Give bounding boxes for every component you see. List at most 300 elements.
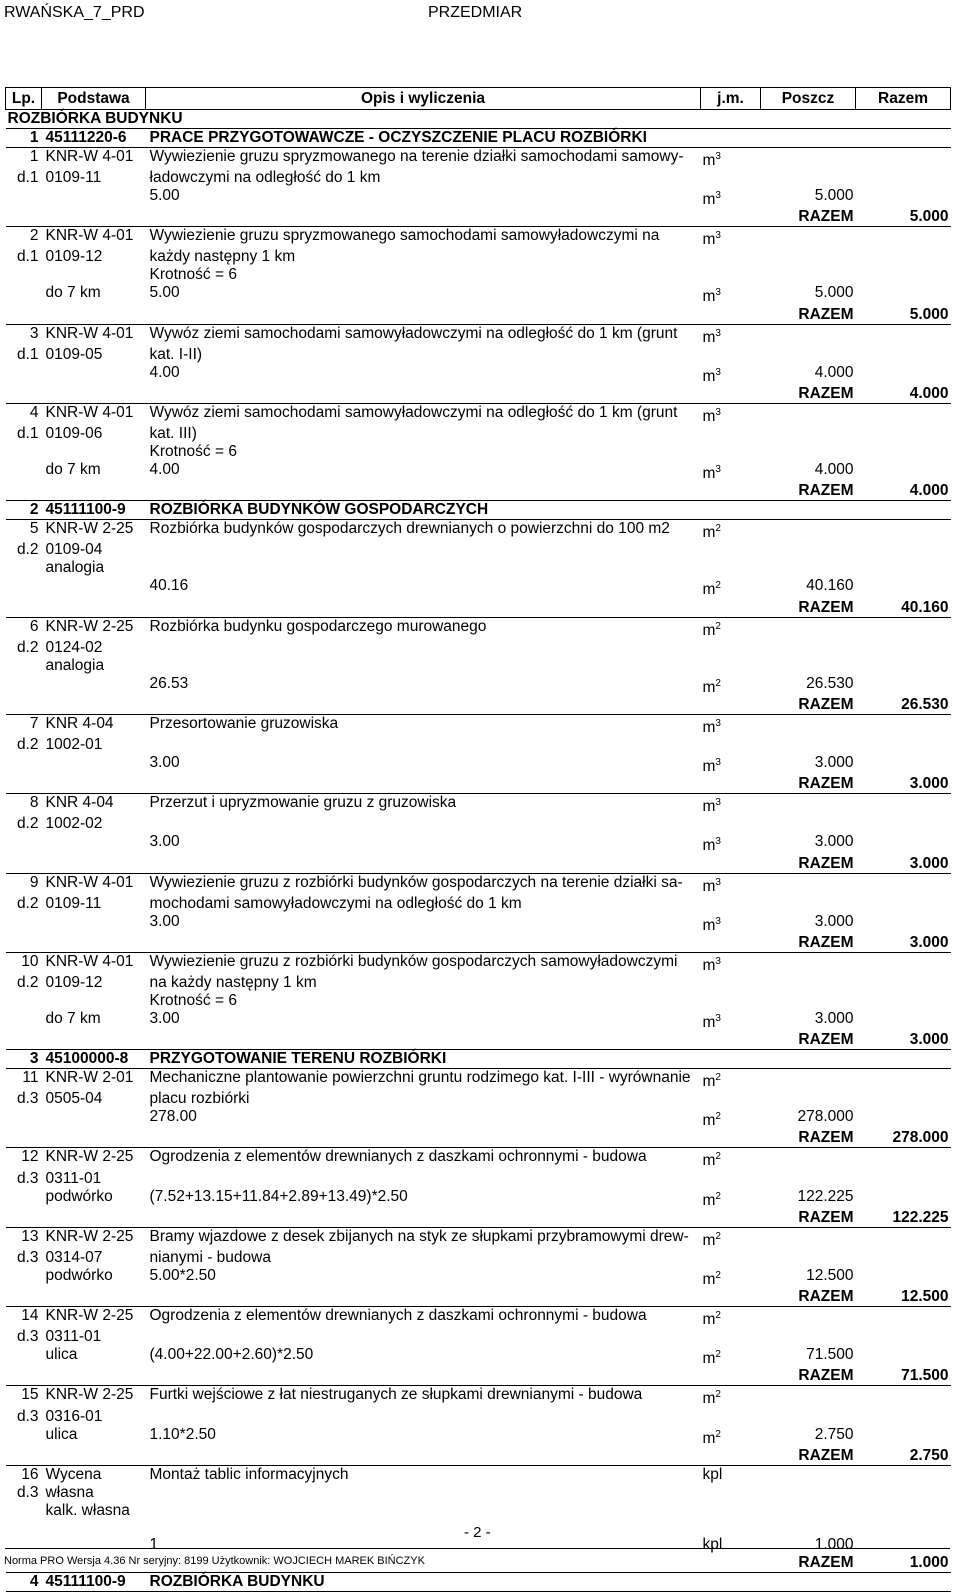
empty-cell (6, 1108, 42, 1129)
position-row (6, 1148, 951, 1170)
position-description-cont: każdy następny 1 km (149, 248, 296, 266)
position-unit: kpl (701, 1465, 761, 1484)
empty-cell (856, 520, 951, 542)
position-unit: $m^2$ (701, 520, 761, 542)
position-basis-code: 0505-04 (45, 1090, 103, 1108)
total-value: 122.225 (892, 1208, 949, 1226)
total-value: 3.000 (909, 775, 949, 793)
total-row (6, 1288, 951, 1307)
empty-cell (6, 913, 42, 934)
empty-cell (6, 696, 761, 715)
calculation-row (6, 1188, 951, 1209)
position-row-cont (6, 1484, 951, 1502)
multiplier-row (6, 443, 951, 461)
empty-cell (761, 324, 856, 346)
empty-cell (856, 1465, 951, 1484)
position-description: Wywiezienie gruzu z rozbiórki budynków gospodarczych samowyładowczymi (146, 952, 701, 974)
position-unit: $m^2$ (701, 617, 761, 639)
total-label: RAZEM (798, 695, 854, 713)
total-label: RAZEM (798, 598, 854, 616)
total-value: 2.750 (909, 1446, 949, 1464)
position-row-cont (6, 639, 951, 657)
position-row (6, 1227, 951, 1249)
empty-cell (761, 1465, 856, 1484)
col-jm: j.m. (701, 88, 761, 110)
empty-cell (856, 1010, 951, 1031)
position-basis: KNR-W 2-25 (42, 1307, 146, 1329)
empty-cell (146, 1502, 951, 1520)
empty-cell (761, 403, 856, 425)
group-code: 45111100-9 (42, 501, 146, 520)
multiplier-row (6, 266, 951, 284)
calculation-row (6, 833, 951, 854)
position-basis-code: 0316-01 (45, 1407, 103, 1425)
calculation-unit: $m^2$ (702, 677, 721, 696)
empty-cell (856, 1267, 951, 1288)
basis-note: ulica (45, 1346, 78, 1364)
calculation-row (6, 364, 951, 385)
total-row (6, 306, 951, 325)
total-row (6, 1367, 951, 1386)
position-basis-code: 0109-12 (45, 248, 103, 266)
position-basis-code: 0314-07 (45, 1248, 103, 1266)
calculation-formula: 4.00 (149, 461, 180, 479)
position-chapter: d.3 (16, 1328, 39, 1346)
calculation-unit: $m^3$ (702, 366, 721, 385)
empty-cell (856, 794, 951, 816)
position-description-cont: kat. I-II) (149, 345, 203, 363)
footer-info: Norma PRO Wersja 4.36 Nr seryjny: 8199 Użytkownik: WOJCIECH MAREK BIŃCZYK (4, 1555, 425, 1567)
partial-quantity: 12.500 (806, 1266, 854, 1284)
empty-cell (856, 1307, 951, 1329)
note-row (6, 657, 951, 675)
position-chapter: d.3 (16, 1407, 39, 1425)
calculation-row (6, 187, 951, 208)
position-row (6, 873, 951, 895)
calculation-formula: 26.53 (149, 674, 189, 692)
partial-quantity: 3.000 (814, 833, 854, 851)
empty-cell (856, 1227, 951, 1249)
position-basis-code: 1002-01 (45, 736, 103, 754)
empty-cell (856, 952, 951, 974)
group-number: 4 (6, 1572, 42, 1591)
position-basis: KNR-W 2-01 (42, 1069, 146, 1091)
col-podstawa: Podstawa (42, 88, 146, 110)
position-basis-code: 0311-01 (45, 1169, 102, 1187)
total-label: RAZEM (798, 305, 854, 323)
empty-cell (146, 639, 951, 657)
position-row-cont (6, 346, 951, 364)
col-poszcz: Poszcz (761, 88, 856, 110)
total-row (6, 208, 951, 227)
calculation-formula: 5.00 (149, 284, 180, 302)
calculation-row (6, 754, 951, 775)
empty-cell (6, 1010, 42, 1031)
position-basis: KNR-W 4-01 (42, 952, 146, 974)
calculation-formula: 1 (149, 1535, 159, 1553)
empty-cell (856, 873, 951, 895)
empty-cell (6, 1209, 761, 1228)
group-number: 3 (6, 1050, 42, 1069)
position-description: Przerzut i upryzmowanie gruzu z gruzowiska (146, 794, 701, 816)
empty-cell (6, 855, 761, 874)
position-basis: KNR-W 2-25 (42, 1227, 146, 1249)
note-row (6, 1502, 951, 1520)
total-value: 40.160 (901, 598, 949, 616)
position-basis-code: własna (45, 1483, 94, 1501)
empty-cell (6, 1367, 761, 1386)
empty-cell (146, 1170, 951, 1188)
empty-cell (6, 187, 42, 208)
total-row (6, 482, 951, 501)
position-description: Bramy wjazdowe z desek zbijanych na styk ze słupkami przybramowymi drew- (146, 1227, 701, 1249)
note-row (6, 559, 951, 577)
position-row-cont (6, 1090, 951, 1108)
position-row-cont (6, 1408, 951, 1426)
empty-cell (6, 577, 42, 598)
header-title: PRZEDMIAR (428, 4, 523, 21)
empty-cell (146, 657, 951, 675)
position-row (6, 324, 951, 346)
total-label: RAZEM (798, 1446, 854, 1464)
total-value: 4.000 (909, 384, 949, 402)
empty-cell (6, 657, 42, 675)
empty-cell (42, 443, 146, 461)
empty-cell (6, 208, 761, 227)
position-row (6, 952, 951, 974)
position-basis-code: 0109-04 (45, 541, 103, 559)
calculation-unit: $m^2$ (702, 1111, 721, 1130)
position-unit: $m^3$ (701, 714, 761, 736)
empty-cell (856, 148, 951, 170)
empty-cell (6, 443, 42, 461)
empty-cell (856, 1148, 951, 1170)
position-chapter: d.1 (16, 248, 39, 266)
partial-quantity: 278.000 (797, 1108, 854, 1126)
position-chapter: d.2 (16, 736, 39, 754)
position-unit: $m^2$ (701, 1148, 761, 1170)
calculation-unit: $m^3$ (702, 190, 721, 209)
total-label: RAZEM (798, 482, 854, 500)
group-title: PRZYGOTOWANIE TERENU ROZBIÓRKI (146, 1050, 951, 1069)
empty-cell (6, 1267, 42, 1288)
empty-cell (6, 599, 761, 618)
empty-cell (6, 675, 42, 696)
empty-cell (761, 1069, 856, 1091)
position-row-cont (6, 1249, 951, 1267)
empty-cell (6, 754, 42, 775)
calculation-row (6, 675, 951, 696)
calculation-formula: 4.00 (149, 363, 180, 381)
empty-cell (6, 1502, 42, 1520)
basis-note: do 7 km (45, 284, 101, 302)
empty-cell (856, 1188, 951, 1209)
group-row (6, 1572, 951, 1591)
empty-cell (42, 266, 146, 284)
position-description: Ogrodzenia z elementów drewnianych z daszkami ochronnymi - budowa (146, 1307, 701, 1329)
partial-quantity: 3.000 (814, 1009, 854, 1027)
group-title: ROZBIÓRKA BUDYNKÓW GOSPODARCZYCH (146, 501, 951, 520)
position-description: Wywiezienie gruzu spryzmowanego samochodami samowyładowczymi na (146, 227, 701, 249)
empty-cell (856, 754, 951, 775)
basis-note: ulica (45, 1425, 78, 1443)
position-basis: KNR 4-04 (42, 794, 146, 816)
position-row-cont (6, 974, 951, 992)
position-description: Ogrodzenia z elementów drewnianych z daszkami ochronnymi - budowa (146, 1148, 701, 1170)
position-row (6, 714, 951, 736)
empty-cell (856, 227, 951, 249)
position-row (6, 520, 951, 542)
calculation-unit: $m^3$ (702, 464, 721, 483)
section-label: ROZBIÓRKA BUDYNKU (7, 110, 183, 127)
empty-cell (761, 873, 856, 895)
position-basis: KNR 4-04 (42, 714, 146, 736)
calculation-row (6, 1346, 951, 1367)
total-row (6, 1129, 951, 1148)
position-row-cont (6, 895, 951, 913)
position-basis-code: 1002-02 (45, 815, 103, 833)
position-description: Montaż tablic informacyjnych (146, 1465, 701, 1484)
total-row (6, 1031, 951, 1050)
position-unit: $m^3$ (701, 227, 761, 249)
total-value: 3.000 (909, 1031, 949, 1049)
total-row (6, 599, 951, 618)
position-description: Wywiezienie gruzu spryzmowanego na terenie działki samochodami samowy- (146, 148, 701, 170)
total-value: 12.500 (901, 1288, 949, 1306)
calculation-unit: $m^3$ (702, 1012, 721, 1032)
empty-cell (146, 1328, 951, 1346)
position-number: 1 (6, 148, 42, 170)
empty-cell (856, 675, 951, 696)
position-row (6, 794, 951, 816)
empty-cell (6, 775, 761, 794)
position-unit: $m^2$ (701, 1307, 761, 1329)
header-project: RWAŃSKA_7_PRD (4, 4, 145, 21)
position-description: Rozbiórka budynku gospodarczego murowanego (146, 617, 701, 639)
empty-cell (761, 1307, 856, 1329)
empty-cell (761, 148, 856, 170)
empty-cell (761, 227, 856, 249)
calculation-formula: 5.00*2.50 (149, 1266, 216, 1284)
position-number: 3 (6, 324, 42, 346)
table-header (6, 88, 951, 110)
col-opis: Opis i wyliczenia (146, 88, 701, 110)
position-description: Wywóz ziemi samochodami samowyładowczymi na odległość do 1 km (grunt (146, 403, 701, 425)
empty-cell (856, 284, 951, 305)
group-title: ROZBIÓRKA BUDYNKU (146, 1572, 951, 1591)
empty-cell (6, 1188, 42, 1209)
partial-quantity: 71.500 (806, 1346, 854, 1364)
position-chapter: d.2 (16, 894, 39, 912)
position-description-cont: na każdy następny 1 km (149, 973, 317, 991)
total-label: RAZEM (798, 1031, 854, 1049)
calculation-formula: (7.52+13.15+11.84+2.89+13.49)*2.50 (149, 1187, 408, 1205)
total-label: RAZEM (798, 1208, 854, 1226)
empty-cell (856, 187, 951, 208)
total-value: 278.000 (892, 1129, 949, 1147)
position-row-cont (6, 815, 951, 833)
calculation-row (6, 461, 951, 482)
total-value: 4.000 (909, 482, 949, 500)
empty-cell (42, 364, 146, 385)
calculation-row (6, 1108, 951, 1129)
empty-cell (6, 266, 42, 284)
empty-cell (42, 577, 146, 598)
empty-cell (6, 364, 42, 385)
empty-cell (856, 324, 951, 346)
empty-cell (42, 992, 146, 1010)
multiplier-note: Krotność = 6 (149, 266, 237, 284)
calculation-unit: kpl (702, 1535, 723, 1553)
basis-note: podwórko (45, 1187, 113, 1205)
empty-cell (761, 1148, 856, 1170)
group-code: 45111100-9 (42, 1572, 146, 1591)
position-row (6, 403, 951, 425)
calculation-row (6, 577, 951, 598)
total-label: RAZEM (798, 775, 854, 793)
calculation-unit: $m^3$ (702, 836, 721, 855)
empty-cell (6, 1426, 42, 1447)
total-row (6, 775, 951, 794)
partial-quantity: 3.000 (814, 912, 854, 930)
position-row-cont (6, 736, 951, 754)
calculation-formula: (4.00+22.00+2.60)*2.50 (149, 1346, 314, 1364)
empty-cell (6, 992, 42, 1010)
total-label: RAZEM (798, 384, 854, 402)
calculation-formula: 3.00 (149, 833, 180, 851)
position-basis-code: 0124-02 (45, 638, 103, 656)
calculation-row (6, 913, 951, 934)
group-title: PRACE PRZYGOTOWAWCZE - OCZYSZCZENIE PLACU ROZBIÓRKI (146, 129, 951, 148)
position-unit: $m^2$ (701, 1386, 761, 1408)
calculation-formula: 3.00 (149, 912, 180, 930)
total-label: RAZEM (798, 1129, 854, 1147)
total-value: 5.000 (909, 208, 949, 226)
total-label: RAZEM (798, 1367, 854, 1385)
position-basis-code: 0109-05 (45, 345, 103, 363)
calculation-row (6, 284, 951, 305)
position-row (6, 148, 951, 170)
group-number: 1 (6, 129, 42, 148)
position-row (6, 1307, 951, 1329)
basis-note: do 7 km (45, 461, 101, 479)
empty-cell (42, 913, 146, 934)
position-description-cont: placu rozbiórki (149, 1090, 250, 1108)
empty-cell (6, 461, 42, 482)
position-description-cont: ładowczymi na odległość do 1 km (149, 169, 381, 187)
total-label: RAZEM (798, 1553, 854, 1571)
empty-cell (146, 541, 951, 559)
total-value: 3.000 (909, 933, 949, 951)
empty-cell (856, 1346, 951, 1367)
position-description: Wywóz ziemi samochodami samowyładowczymi na odległość do 1 km (grunt (146, 324, 701, 346)
partial-quantity: 1.000 (814, 1535, 854, 1553)
empty-cell (856, 913, 951, 934)
partial-quantity: 26.530 (806, 674, 854, 692)
position-number: 7 (6, 714, 42, 736)
calculation-unit: $m^2$ (702, 1190, 721, 1209)
position-basis: KNR-W 4-01 (42, 324, 146, 346)
calculation-row (6, 1267, 951, 1288)
empty-cell (42, 187, 146, 208)
position-number: 2 (6, 227, 42, 249)
total-value: 3.000 (909, 854, 949, 872)
partial-quantity: 122.225 (797, 1187, 854, 1205)
position-description: Wywiezienie gruzu z rozbiórki budynków gospodarczych na terenie działki sa- (146, 873, 701, 895)
position-number: 14 (6, 1307, 42, 1329)
position-unit: $m^3$ (701, 873, 761, 895)
position-basis-code: 0109-12 (45, 973, 103, 991)
empty-cell (6, 1536, 42, 1554)
empty-cell (6, 306, 761, 325)
empty-cell (42, 1536, 146, 1554)
basis-note: podwórko (45, 1266, 113, 1284)
empty-cell (761, 714, 856, 736)
total-row (6, 1447, 951, 1466)
total-value: 26.530 (901, 695, 949, 713)
calculation-unit: $m^2$ (702, 1349, 721, 1368)
position-description-cont: mochodami samowyładowczymi na odległość do 1 km (149, 894, 522, 912)
position-description: Rozbiórka budynków gospodarczych drewnianych o powierzchni do 100 m2 (146, 520, 701, 542)
empty-cell (856, 617, 951, 639)
total-label: RAZEM (798, 854, 854, 872)
empty-cell (6, 1129, 761, 1148)
basis-note: do 7 km (45, 1009, 101, 1027)
empty-cell (856, 833, 951, 854)
calculation-formula: 5.00 (149, 187, 180, 205)
position-description-cont: nianymi - budowa (149, 1248, 271, 1266)
total-row (6, 1209, 951, 1228)
empty-cell (856, 461, 951, 482)
empty-cell (146, 559, 951, 577)
position-row (6, 227, 951, 249)
calculation-formula: 278.00 (149, 1108, 197, 1126)
position-basis: KNR-W 2-25 (42, 617, 146, 639)
empty-cell (856, 1536, 951, 1554)
multiplier-row (6, 992, 951, 1010)
empty-cell (6, 559, 42, 577)
position-row-cont (6, 541, 951, 559)
position-number: 12 (6, 1148, 42, 1170)
empty-cell (42, 754, 146, 775)
multiplier-note: Krotność = 6 (149, 991, 237, 1009)
position-row-cont (6, 425, 951, 443)
empty-cell (6, 1346, 42, 1367)
total-row (6, 934, 951, 953)
calculation-unit: $m^2$ (702, 580, 721, 599)
position-unit: $m^2$ (701, 1227, 761, 1249)
empty-cell (761, 1227, 856, 1249)
position-basis: Wycena (42, 1465, 146, 1484)
empty-cell (856, 1386, 951, 1408)
group-row (6, 129, 951, 148)
empty-cell (761, 617, 856, 639)
empty-cell (146, 1408, 951, 1426)
position-unit: $m^3$ (701, 794, 761, 816)
group-number: 2 (6, 501, 42, 520)
section-title (6, 110, 951, 129)
multiplier-note: Krotność = 6 (149, 443, 237, 461)
partial-quantity: 3.000 (814, 754, 854, 772)
position-description: Mechaniczne plantowanie powierzchni gruntu rodzimego kat. I-III - wyrównanie (146, 1069, 701, 1091)
empty-cell (761, 520, 856, 542)
position-basis: KNR-W 4-01 (42, 227, 146, 249)
empty-cell (761, 794, 856, 816)
partial-quantity: 4.000 (814, 363, 854, 381)
total-label: RAZEM (798, 933, 854, 951)
position-unit: $m^3$ (701, 952, 761, 974)
position-chapter: d.3 (16, 1248, 39, 1266)
